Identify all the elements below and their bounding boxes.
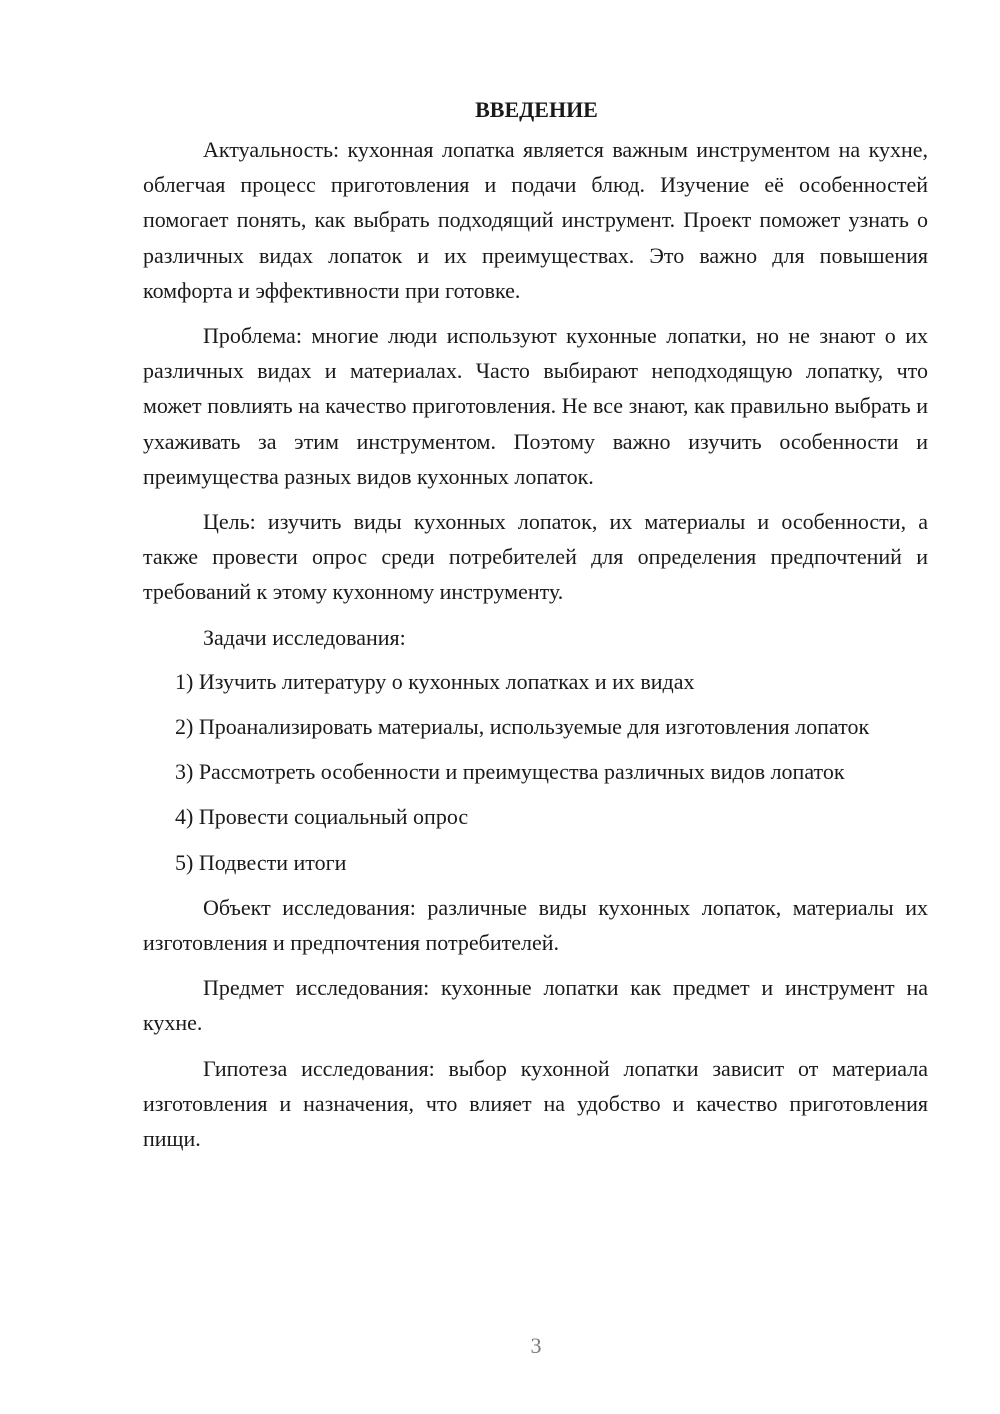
task-item-1: 1) Изучить литературу о кухонных лопатках и их видах bbox=[175, 668, 695, 694]
relevance-paragraph: Актуальность: кухонная лопатка является важным инструментом на кухне, облегчая процесс приготовления и подачи блюд. Изучение её особенностей помогает понять, как выбрать подходящий инструмент. Проект поможет узнать о различных видах лопаток и их преимуществах. Это важно для повышения комфорта и эффективности при готовке. bbox=[143, 137, 928, 303]
tasks-list bbox=[143, 664, 928, 880]
document-page bbox=[143, 92, 928, 1166]
task-item-3: 3) Рассмотреть особенности и преимущества различных видов лопаток bbox=[175, 759, 845, 785]
hypothesis-paragraph: Гипотеза исследования: выбор кухонной лопатки зависит от материала изготовления и назначения, что влияет на удобство и качество приготовления пищи. bbox=[143, 1055, 928, 1152]
task-item-5: 5) Подвести итоги bbox=[175, 849, 347, 875]
problem-paragraph: Проблема: многие люди используют кухонные лопатки, но не знают о их различных видах и материалах. Часто выбирают неподходящую лопатку, что может повлиять на качество приготовления. Не все знают, как правильно выбрать и ухаживать за этим инструментом. Поэтому важно изучить особенности и преимущества разных видов кухонных лопаток. bbox=[143, 323, 928, 489]
goal-paragraph: Цель: изучить виды кухонных лопаток, их материалы и особенности, а также провести опрос среди потребителей для определения предпочтений и требований к этому кухонному инструменту. bbox=[143, 509, 928, 605]
subject-paragraph: Предмет исследования: кухонные лопатки как предмет и инструмент на кухне. bbox=[143, 975, 928, 1036]
task-item-4: 4) Провести социальный опрос bbox=[175, 804, 469, 830]
task-item-2: 2) Проанализировать материалы, используемые для изготовления лопаток bbox=[175, 714, 870, 740]
page-number: 3 bbox=[530, 1333, 542, 1358]
tasks-heading: Задачи исследования: bbox=[203, 624, 406, 650]
page-title: ВВЕДЕНИЕ bbox=[475, 97, 598, 122]
object-paragraph: Объект исследования: различные виды кухонных лопаток, материалы их изготовления и предпочтения потребителей. bbox=[143, 894, 928, 956]
